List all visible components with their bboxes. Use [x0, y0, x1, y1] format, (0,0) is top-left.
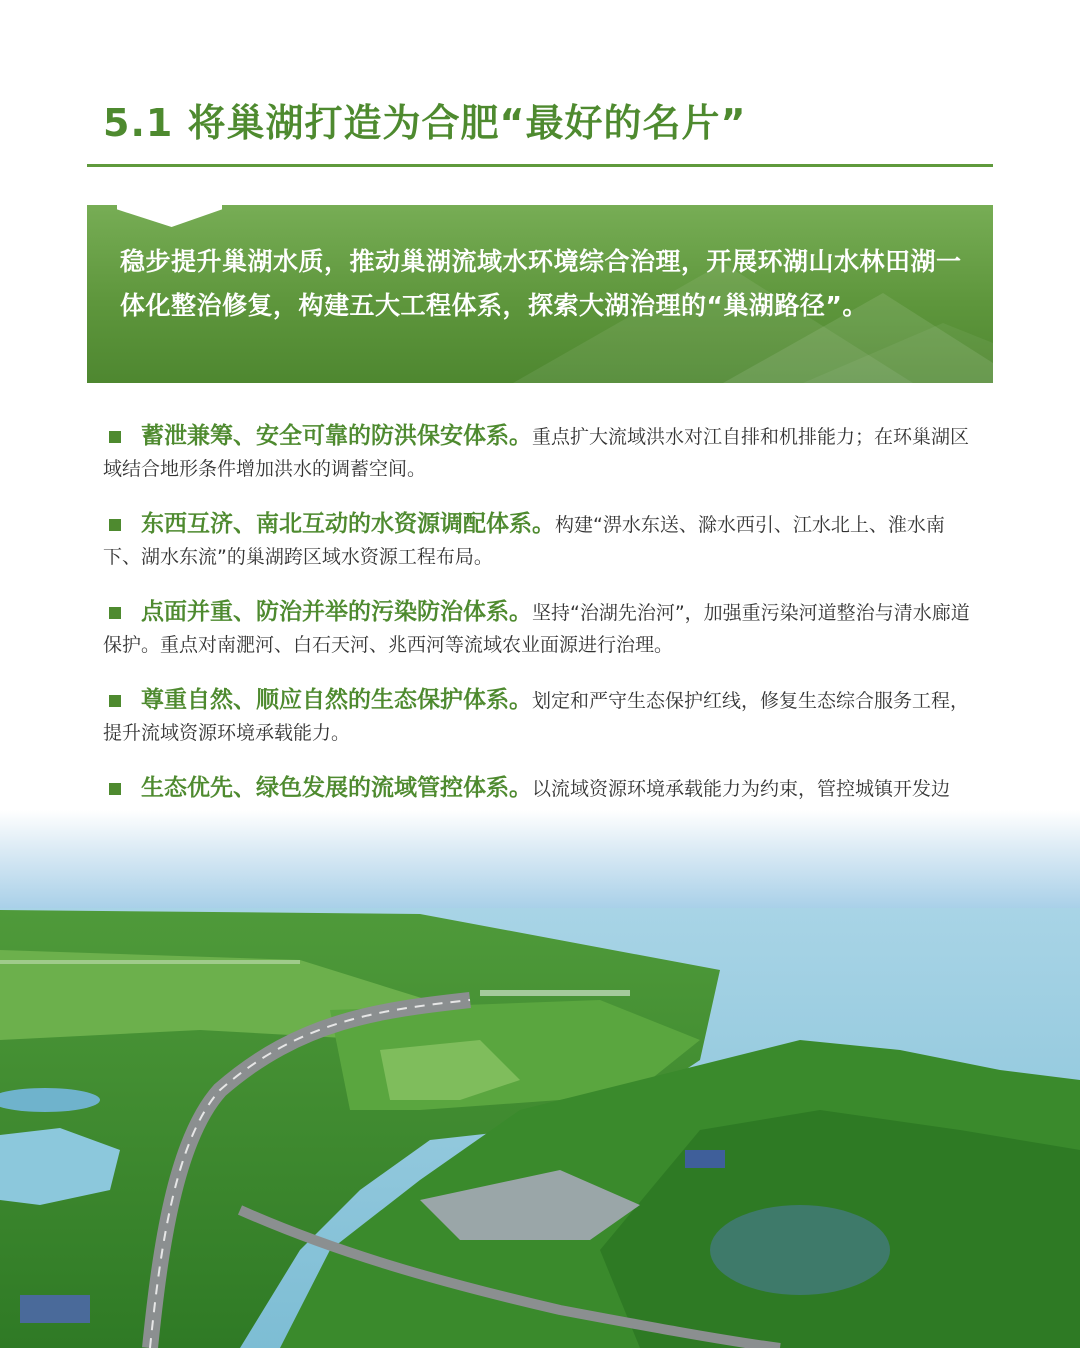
item-body: 重点扩大流域洪水对江自排和机排能力；在环巢湖区域结合地形条件增加洪水的调蓄空间。 — [103, 426, 970, 480]
item-heading: 尊重自然、顺应自然的生态保护体系。 — [141, 687, 532, 713]
item-heading: 点面并重、防治并举的污染防治体系。 — [141, 599, 532, 625]
list-item — [103, 420, 975, 485]
aerial-lake-photo — [0, 810, 1080, 1348]
square-bullet-icon — [109, 431, 121, 443]
item-body: 构建“淠水东送、滁水西引、江水北上、淮水南下、湖水东流”的巢湖跨区域水资源工程布局。 — [103, 514, 945, 568]
item-body: 坚持“治湖先治河”，加强重污染河道整治与清水廊道保护。重点对南淝河、白石天河、兆西河等流域农业面源进行治理。 — [103, 602, 970, 656]
list-item — [103, 596, 975, 661]
item-heading: 生态优先、绿色发展的流域管控体系。 — [141, 775, 532, 801]
list-item — [103, 508, 975, 573]
aerial-landscape-illustration — [0, 810, 1080, 1348]
square-bullet-icon — [109, 607, 121, 619]
square-bullet-icon — [109, 519, 121, 531]
item-heading: 蓄泄兼筹、安全可靠的防洪保安体系。 — [141, 423, 532, 449]
square-bullet-icon — [109, 695, 121, 707]
banner-text: 稳步提升巢湖水质，推动巢湖流域水环境综合治理，开展环湖山水林田湖一体化整治修复，构建五大工程体系，探索大湖治理的“巢湖路径”。 — [120, 247, 962, 320]
item-heading: 东西互济、南北互动的水资源调配体系。 — [141, 511, 555, 537]
title-divider — [87, 164, 993, 167]
page-title: 5.1 将巢湖打造为合肥“最好的名片” — [103, 101, 747, 145]
item-body: 划定和严守生态保护红线，修复生态综合服务工程，提升流域资源环境承载能力。 — [103, 690, 970, 744]
item-body: 以流域资源环境承载能力为约束，管控城镇开发边 — [532, 778, 951, 800]
list-item — [103, 684, 975, 749]
system-list — [103, 420, 975, 860]
square-bullet-icon — [109, 783, 121, 795]
